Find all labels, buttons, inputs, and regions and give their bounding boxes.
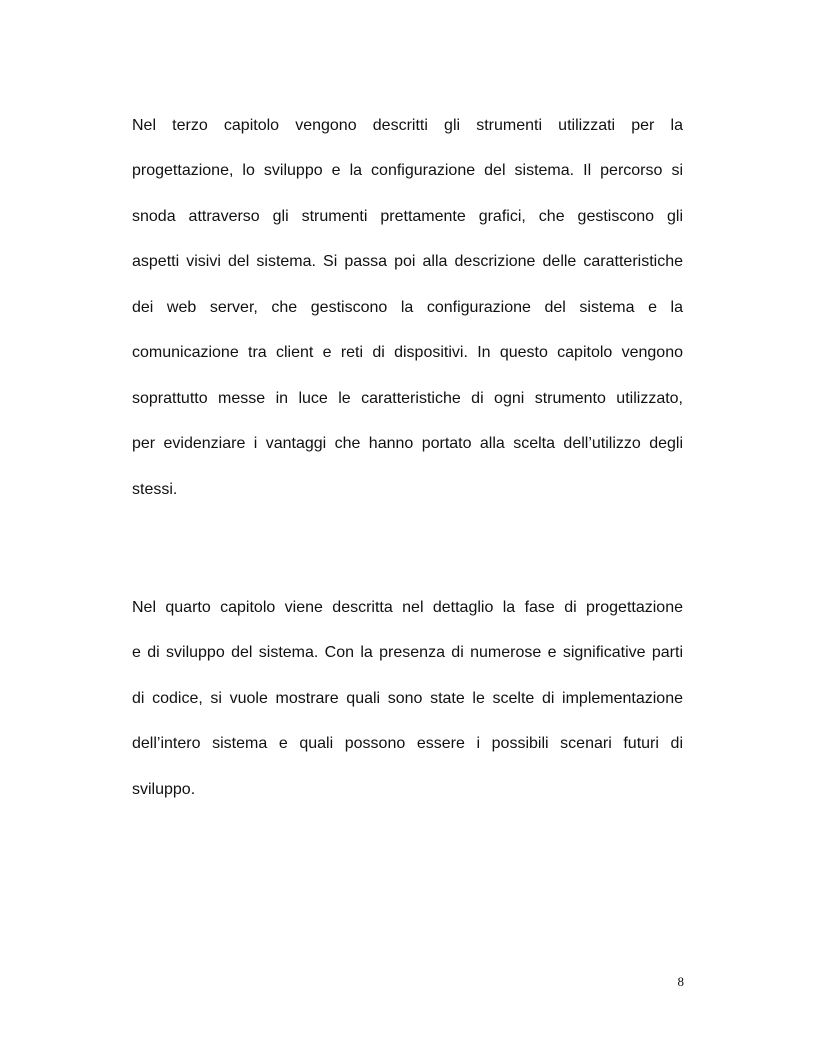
paragraph-line: aspetti visivi del sistema. Si passa poi alla descrizione delle caratteristiche: [132, 253, 683, 270]
paragraph-line: per evidenziare i vantaggi che hanno portato alla scelta dell’utilizzo degli: [132, 435, 683, 452]
page-number: 8: [677, 974, 684, 989]
paragraph-line: stessi.: [132, 481, 178, 498]
paragraph-line: dei web server, che gestiscono la configurazione del sistema e la: [132, 299, 683, 316]
paragraph-line: snoda attraverso gli strumenti prettamente grafici, che gestiscono gli: [132, 208, 683, 225]
paragraph-line: Nel terzo capitolo vengono descritti gli strumenti utilizzati per la: [132, 117, 683, 134]
paragraph-line: e di sviluppo del sistema. Con la presenza di numerose e significative parti: [132, 644, 683, 661]
paragraph-line: Nel quarto capitolo viene descritta nel dettaglio la fase di progettazione: [132, 599, 683, 616]
paragraph-line: progettazione, lo sviluppo e la configurazione del sistema. Il percorso si: [132, 162, 683, 179]
paragraph-line: dell’intero sistema e quali possono essere i possibili scenari futuri di: [132, 735, 683, 752]
paragraph-line: comunicazione tra client e reti di dispositivi. In questo capitolo vengono: [132, 344, 683, 361]
paragraph-line: di codice, si vuole mostrare quali sono state le scelte di implementazione: [132, 690, 683, 707]
paragraph-line: soprattutto messe in luce le caratteristiche di ogni strumento utilizzato,: [132, 390, 683, 407]
paragraph-line: sviluppo.: [132, 781, 196, 798]
